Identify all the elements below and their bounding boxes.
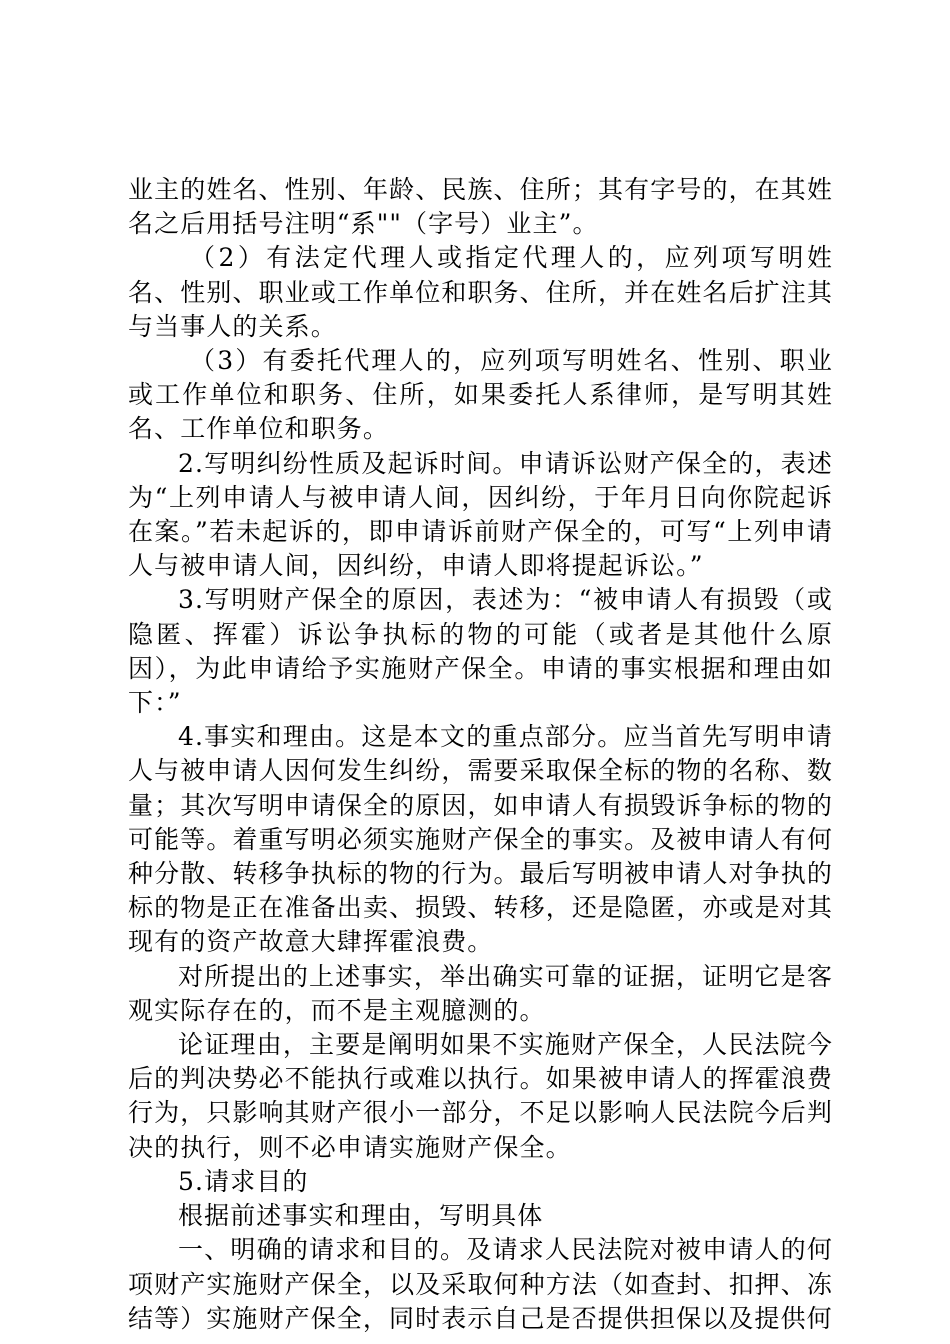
paragraph-entrusted-agent: （3）有委托代理人的，应列项写明姓名、性别、职业或工作单位和职务、住所，如果委托人系律师，是写明其姓名、工作单位和职务。 <box>128 346 833 444</box>
paragraph-facts-reasons: 4.事实和理由。这是本文的重点部分。应当首先写明申请人与被申请人因何发生纠纷，需要采取保全标的物的名称、数量；其次写明申请保全的原因，如申请人有损毁诉争标的物的可能等。着重写明必须实施财产保全的事实。及被申请人有何种分散、转移争执标的物的行为。最后写明被申请人对争执的标的物是正在准备出卖、损毁、转移，还是隐匿，亦或是对其现有的资产故意大肆挥霍浪费。 <box>128 722 833 957</box>
paragraph-request-basis: 根据前述事实和理由，写明具体 <box>178 1201 544 1231</box>
paragraph-request-detail: 一、明确的请求和目的。及请求人民法院对被申请人的何项财产实施财产保全，以及采取何种方法（如查封、扣押、冻结等）实施财产保全，同时表示自己是否提供担保以及提供何 <box>128 1235 833 1333</box>
paragraph-request-purpose-heading: 5.请求目的 <box>178 1166 309 1196</box>
paragraph-dispute-nature: 2.写明纠纷性质及起诉时间。申请诉讼财产保全的，表述为“上列申请人与被申请人间，因纠纷，于年月日向你院起诉在案。”若未起诉的，即申请诉前财产保全的，可写“上列申请人与被申请人间，因纠纷，申请人即将提起诉讼。” <box>128 448 833 581</box>
paragraph-party-info: 业主的姓名、性别、年龄、民族、住所；其有字号的，在其姓名之后用括号注明“系""（字号）业主”。 <box>128 175 833 239</box>
paragraph-argument: 论证理由，主要是阐明如果不实施财产保全，人民法院今后的判决势必不能执行或难以执行。如果被申请人的挥霍浪费行为，只影响其财产很小一部分，不足以影响人民法院今后判决的执行，则不必申请实施财产保全。 <box>128 1030 833 1162</box>
paragraph-legal-agent: （2）有法定代理人或指定代理人的，应列项写明姓名、性别、职业或工作单位和职务、住所，并在姓名后扩注其与当事人的关系。 <box>128 243 833 341</box>
paragraph-evidence: 对所提出的上述事实，举出确实可靠的证据，证明它是客观实际存在的，而不是主观臆测的。 <box>128 961 833 1025</box>
paragraph-preservation-reason: 3.写明财产保全的原因，表述为：“被申请人有损毁（或隐匿、挥霍）诉讼争执标的物的可能（或者是其他什么原因），为此申请给予实施财产保全。申请的事实根据和理由如下：” <box>128 585 833 718</box>
document-body <box>128 173 833 1336</box>
